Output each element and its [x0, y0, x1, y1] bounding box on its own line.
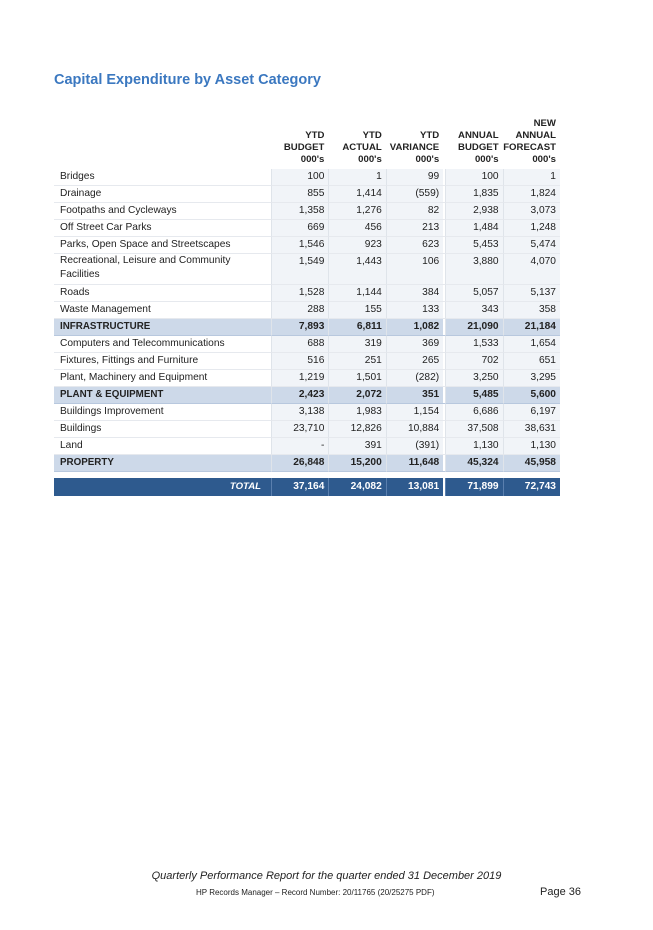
cell-annual-budget: 5,453	[445, 237, 502, 254]
header-ytd-actual: YTD ACTUAL 000's	[342, 130, 382, 165]
cell-new-forecast: 72,743	[503, 478, 560, 496]
cell-ytd-budget: 1,528	[271, 285, 328, 302]
cell-annual-budget: 71,899	[445, 478, 502, 496]
cell-ytd-actual: 1	[328, 169, 385, 186]
cell-new-forecast: 358	[503, 302, 560, 319]
cell-new-forecast: 4,070	[503, 254, 560, 285]
row-label: Land	[54, 438, 271, 455]
cell-ytd-actual: 923	[328, 237, 385, 254]
cell-annual-budget: 1,835	[445, 186, 502, 203]
cell-ytd-actual: 6,811	[328, 319, 385, 336]
table-row	[54, 203, 560, 220]
footer-record-number: HP Records Manager – Record Number: 20/11765 (20/25275 PDF)	[196, 888, 435, 897]
cell-ytd-variance: 265	[386, 353, 443, 370]
row-label: PROPERTY	[54, 455, 271, 472]
cell-ytd-actual: 1,983	[328, 404, 385, 421]
total-row	[54, 478, 560, 496]
cell-ytd-budget: 23,710	[271, 421, 328, 438]
row-label: INFRASTRUCTURE	[54, 319, 271, 336]
row-label: Fixtures, Fittings and Furniture	[54, 353, 271, 370]
table-row	[54, 220, 560, 237]
row-label: Bridges	[54, 169, 271, 186]
row-label: PLANT & EQUIPMENT	[54, 387, 271, 404]
header-row	[54, 118, 560, 169]
subtotal-row-property	[54, 455, 560, 472]
row-label: Computers and Telecommunications	[54, 336, 271, 353]
cell-new-forecast: 1	[503, 169, 560, 186]
table-row	[54, 237, 560, 254]
cell-ytd-variance: 1,154	[386, 404, 443, 421]
cell-annual-budget: 21,090	[445, 319, 502, 336]
cell-new-forecast: 5,600	[503, 387, 560, 404]
cell-ytd-budget: 7,893	[271, 319, 328, 336]
cell-ytd-budget: 1,546	[271, 237, 328, 254]
cell-ytd-actual: 251	[328, 353, 385, 370]
cell-ytd-actual: 1,501	[328, 370, 385, 387]
header-annual-budget: ANNUAL BUDGET 000's	[458, 130, 499, 165]
cell-new-forecast: 5,474	[503, 237, 560, 254]
cell-annual-budget: 100	[445, 169, 502, 186]
cell-ytd-variance: 133	[386, 302, 443, 319]
cell-annual-budget: 343	[445, 302, 502, 319]
table-row	[54, 353, 560, 370]
header-ytd-variance: YTD VARIANCE 000's	[389, 130, 440, 165]
cell-ytd-actual: 1,276	[328, 203, 385, 220]
cell-ytd-actual: 391	[328, 438, 385, 455]
cell-new-forecast: 5,137	[503, 285, 560, 302]
cell-ytd-variance: (559)	[386, 186, 443, 203]
cell-annual-budget: 1,484	[445, 220, 502, 237]
header-ytd-budget: YTD BUDGET 000's	[283, 130, 325, 165]
header-category	[54, 118, 271, 169]
cell-ytd-actual: 15,200	[328, 455, 385, 472]
cell-ytd-variance: 13,081	[386, 478, 443, 496]
cell-ytd-variance: 1,082	[386, 319, 443, 336]
cell-ytd-budget: 1,549	[271, 254, 328, 285]
cell-ytd-variance: 82	[386, 203, 443, 220]
cell-new-forecast: 1,130	[503, 438, 560, 455]
cell-annual-budget: 37,508	[445, 421, 502, 438]
cell-ytd-actual: 24,082	[328, 478, 385, 496]
cell-annual-budget: 702	[445, 353, 502, 370]
row-label: Buildings	[54, 421, 271, 438]
header-new-annual-forecast: NEW ANNUAL FORECAST 000's	[503, 118, 556, 165]
row-label: Waste Management	[54, 302, 271, 319]
cell-new-forecast: 1,824	[503, 186, 560, 203]
cell-annual-budget: 3,250	[445, 370, 502, 387]
row-label: Recreational, Leisure and Community Facilities	[54, 254, 271, 285]
footer-report-title: Quarterly Performance Report for the quarter ended 31 December 2019	[151, 870, 502, 882]
cell-annual-budget: 2,938	[445, 203, 502, 220]
cell-annual-budget: 3,880	[445, 254, 502, 285]
cell-annual-budget: 5,057	[445, 285, 502, 302]
cell-ytd-variance: 369	[386, 336, 443, 353]
row-label: Plant, Machinery and Equipment	[54, 370, 271, 387]
table-row	[54, 285, 560, 302]
table-row	[54, 370, 560, 387]
cell-ytd-actual: 155	[328, 302, 385, 319]
table-row	[54, 438, 560, 455]
table-row	[54, 254, 560, 285]
cell-ytd-variance: (391)	[386, 438, 443, 455]
cell-ytd-budget: 688	[271, 336, 328, 353]
cell-ytd-variance: 99	[386, 169, 443, 186]
cell-ytd-variance: 11,648	[386, 455, 443, 472]
cell-annual-budget: 1,533	[445, 336, 502, 353]
cell-new-forecast: 1,654	[503, 336, 560, 353]
cell-ytd-budget: 669	[271, 220, 328, 237]
cell-annual-budget: 45,324	[445, 455, 502, 472]
cell-ytd-variance: 213	[386, 220, 443, 237]
cell-new-forecast: 651	[503, 353, 560, 370]
cell-new-forecast: 3,073	[503, 203, 560, 220]
cell-ytd-variance: 10,884	[386, 421, 443, 438]
cell-ytd-variance: 106	[386, 254, 443, 285]
cell-ytd-budget: 1,219	[271, 370, 328, 387]
cell-ytd-budget: 288	[271, 302, 328, 319]
cell-ytd-budget: 2,423	[271, 387, 328, 404]
table-row	[54, 186, 560, 203]
row-label: Roads	[54, 285, 271, 302]
cell-annual-budget: 5,485	[445, 387, 502, 404]
row-label: Buildings Improvement	[54, 404, 271, 421]
cell-ytd-budget: 516	[271, 353, 328, 370]
total-label: TOTAL	[54, 478, 271, 496]
page-number: Page 36	[540, 886, 581, 898]
table-row	[54, 404, 560, 421]
table-row	[54, 302, 560, 319]
subtotal-row-infrastructure	[54, 319, 560, 336]
row-label: Parks, Open Space and Streetscapes	[54, 237, 271, 254]
capex-table	[54, 118, 560, 496]
table-row	[54, 421, 560, 438]
row-label: Drainage	[54, 186, 271, 203]
cell-new-forecast: 6,197	[503, 404, 560, 421]
cell-ytd-actual: 12,826	[328, 421, 385, 438]
cell-ytd-actual: 456	[328, 220, 385, 237]
cell-ytd-variance: 384	[386, 285, 443, 302]
cell-ytd-budget: -	[271, 438, 328, 455]
cell-new-forecast: 45,958	[503, 455, 560, 472]
table-row	[54, 169, 560, 186]
cell-annual-budget: 6,686	[445, 404, 502, 421]
cell-new-forecast: 1,248	[503, 220, 560, 237]
cell-new-forecast: 21,184	[503, 319, 560, 336]
cell-ytd-variance: 351	[386, 387, 443, 404]
page-title: Capital Expenditure by Asset Category	[54, 72, 321, 88]
subtotal-row-plant-equipment	[54, 387, 560, 404]
cell-ytd-actual: 1,144	[328, 285, 385, 302]
cell-new-forecast: 38,631	[503, 421, 560, 438]
cell-annual-budget: 1,130	[445, 438, 502, 455]
cell-ytd-actual: 1,443	[328, 254, 385, 285]
cell-ytd-budget: 3,138	[271, 404, 328, 421]
cell-ytd-actual: 1,414	[328, 186, 385, 203]
cell-ytd-variance: 623	[386, 237, 443, 254]
cell-ytd-budget: 37,164	[271, 478, 328, 496]
row-label: Off Street Car Parks	[54, 220, 271, 237]
cell-ytd-actual: 2,072	[328, 387, 385, 404]
cell-ytd-budget: 1,358	[271, 203, 328, 220]
cell-ytd-budget: 100	[271, 169, 328, 186]
row-label: Footpaths and Cycleways	[54, 203, 271, 220]
cell-ytd-variance: (282)	[386, 370, 443, 387]
cell-ytd-actual: 319	[328, 336, 385, 353]
cell-ytd-budget: 855	[271, 186, 328, 203]
table-row	[54, 336, 560, 353]
cell-new-forecast: 3,295	[503, 370, 560, 387]
cell-ytd-budget: 26,848	[271, 455, 328, 472]
